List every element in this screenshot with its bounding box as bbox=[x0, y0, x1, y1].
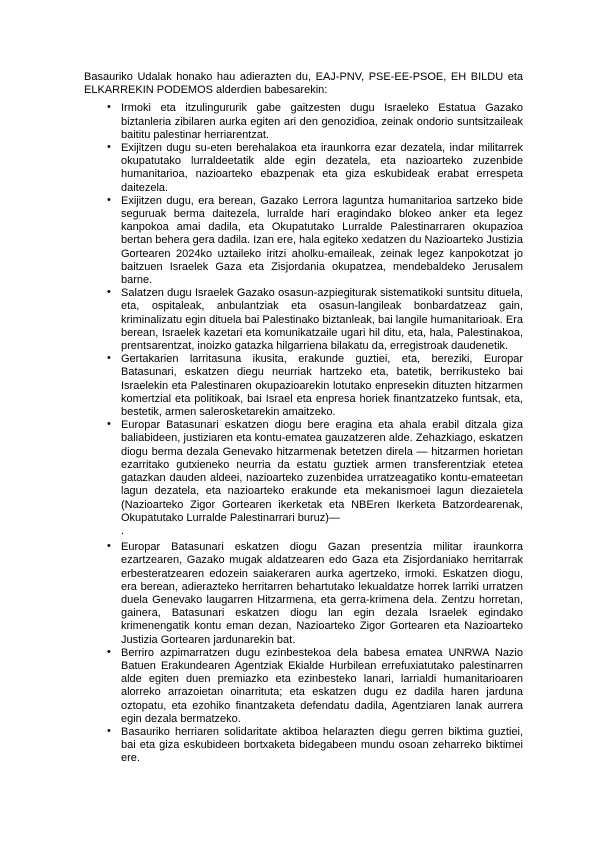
bullet-marker: • bbox=[107, 645, 111, 658]
bullet-item-7 bbox=[84, 541, 523, 647]
bullet-marker: • bbox=[107, 193, 111, 206]
bullet-suffix-line: . bbox=[121, 524, 125, 537]
bullet-marker: • bbox=[107, 724, 111, 737]
bullet-text: Exijitzen dugu, era berean, Gazako Lerrora laguntza humanitarioa sartzeko bide seguruak berma daitezela, lurralde hari eragindako blokeo anker eta legez kanpokoa amai dadila, eta Okupatutako Lurralde Palestinarraren okupazioa bertan behera gera dadila. Izan ere, hala egiteko xedatzen du Nazioarteko Justizia Gortearen 2024ko uztaileko iritzi aholku-emaileak, zeinak legez kanpokotzat jo baitzuen Israelek Gaza eta Zisjordania okupatzea, mendebaldeko Jerusalem barne. bbox=[121, 194, 523, 287]
bullet-text: Europar Batasunari eskatzen diogu bere eragina eta ahala erabil ditzala giza baliabideen, justiziaren eta kontu-ematea gauzatzeren alde. Zehazkiago, eskatzen diogu berma dezala Genevako hitzarmenak betetzen direla — hitzarmen horietan ezarritako gutxieneko neurria da estatu guztiek armen transferentziak etetea gatazkan dauden aldeei, nazioarteko zuzenbidea urratzeagatiko kontu-emateetan lagun dezatela, eta nazioarteko erakunde eta mekanismoei lagun diezaietela (Nazioarteko Zigor Gortearen ikerketak eta NBEren Ikerketa Batzordearenak, Okupatutako Lurralde Palestinarrari buruz)— bbox=[121, 419, 523, 524]
bullet-marker: • bbox=[107, 352, 111, 365]
bullet-item-8 bbox=[84, 647, 523, 726]
bullet-item-3 bbox=[84, 195, 523, 287]
bullet-item-1 bbox=[84, 102, 523, 142]
bullet-item-6 bbox=[84, 419, 523, 538]
bullet-list bbox=[84, 102, 523, 765]
bullet-text: Irmoki eta itzulingururik gabe gaitzesten dugu Israeleko Estatua Gazako biztanleria zibilaren aurka egiten ari den genozidioa, zeinak ondorio suntsitzaileak baititu palestinar herriarentzat. bbox=[121, 102, 523, 141]
bullet-marker: • bbox=[107, 418, 111, 431]
bullet-item-2 bbox=[84, 142, 523, 195]
bullet-text: Gertakarien larritasuna ikusita, erakunde guztiei, eta, bereziki, Europar Batasunari, eskatzen diegu neurriak hartzeko eta, batetik, berrikusteko bai Israelekin eta Palestinaren okupazioarekin lotutako enpresekin dituzten hitzarmen komertzial eta politikoak, bai Israel eta enpresa horiek finantzatzeko funtsak, eta, bestetik, armen salerosketarekin amaitzeko. bbox=[121, 353, 523, 419]
bullet-item-5 bbox=[84, 353, 523, 419]
bullet-marker: • bbox=[107, 286, 111, 299]
bullet-marker: • bbox=[107, 101, 111, 114]
bullet-item-4 bbox=[84, 287, 523, 353]
intro-paragraph: Basauriko Udalak honako hau adierazten du, EAJ-PNV, PSE-EE-PSOE, EH BILDU eta ELKARREKIN PODEMOS alderdien babesarekin: bbox=[84, 71, 523, 97]
bullet-marker: • bbox=[107, 540, 111, 553]
bullet-marker: • bbox=[107, 141, 111, 154]
bullet-text: Basauriko herriaren solidaritate aktiboa helarazten diegu gerren biktima guztiei, bai eta giza eskubideen bortxaketa bidegabeen mundu osoan zeharreko biktimei ere. bbox=[121, 725, 523, 765]
bullet-text: Exijitzen dugu su-eten berehalakoa eta iraunkorra ezar dezatela, indar militarrek okupatutako lurraldeetatik alde egin dezatela, eta nazioarteko zuzenbide humanitarioa, nazioarteko ebazpenak eta giza eskubideak erabat errespeta daitezela. bbox=[121, 142, 523, 194]
bullet-text: Salatzen dugu Israelek Gazako osasun-azpiegiturak sistematikoki suntsitu dituela, eta, ospitaleak, anbulantziak eta osasun-langileak bonbardatzeaz gain, kriminalizatu egin dituela bai Palestinako biztanleak, bai langile humanitarioak. Era berean, Israelek kazetari eta komunikatzaile ugari hil ditu, eta, hala, Palestinakoa, prentsarentzat, inoizko gatazka hilgarriena bilakatu da, erregistroak daudenetik. bbox=[121, 287, 523, 353]
bullet-item-9 bbox=[84, 726, 523, 766]
bullet-text: Berriro azpimarratzen dugu ezinbestekoa dela babesa ematea UNRWA Nazio Batuen Erakundearen Agentziak Ekialde Hurbilean errefuxiatutako palestinarren alde egiten duen premiazko eta ezinbesteko lanari, larrialdi humanitarioaren alorreko arrazoietan oinarrituta; eta eskatzen dugu ez dadila haren jarduna oztopatu, eta ezohiko finantzaketa defendatu dadila, Agentziaren lanak aurrera egin dezala bermatzeko. bbox=[121, 646, 523, 725]
bullet-text: Europar Batasunari eskatzen diogu Gazan presentzia militar iraunkorra ezartzearen, Gazako mugak aldatzearen edo Gaza eta Zisjordaniako herritarrak erbesteratzearen edozein saiakeraren aurka agertzeko, irmoki. Eskatzen diogu, era berean, adierazteko herritarren behartutako lekualdatze horrek larriki urratzen duela Genevako laugarren Hitzarmena, eta gerra-krimena dela. Zentzu horretan, gainera, Batasunari eskatzen diogu lan egin dezala Israelek egindako krimenengatik kontu eman dezan, Nazioarteko Zigor Gortearen eta Nazioarteko Justizia Gortearen jardunarekin bat. bbox=[121, 541, 523, 646]
